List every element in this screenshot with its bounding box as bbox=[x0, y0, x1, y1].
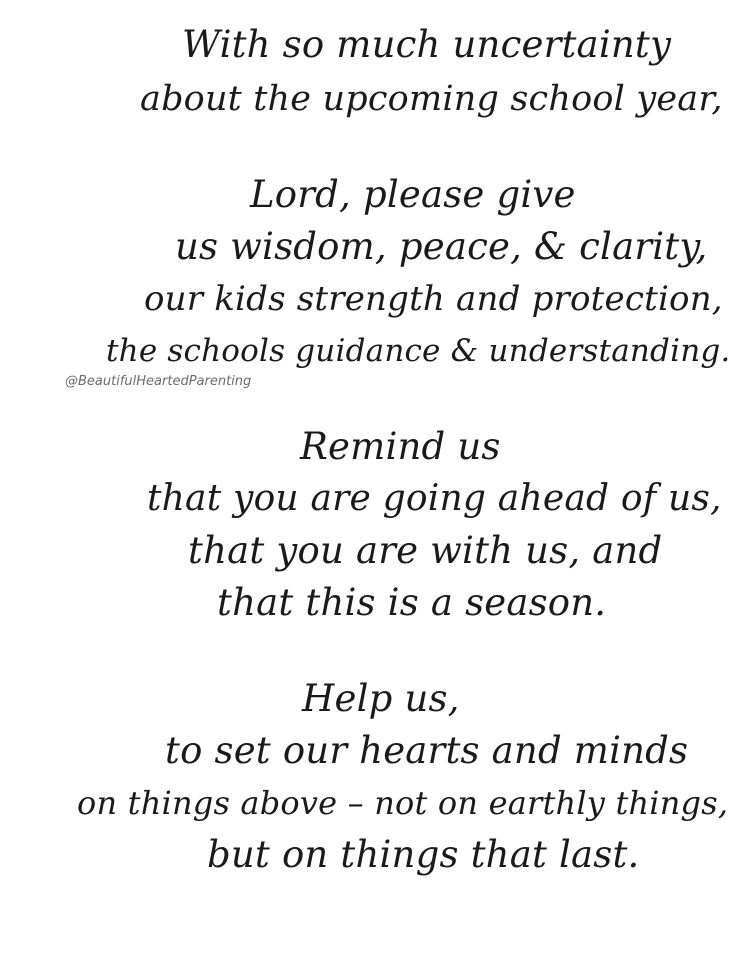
poem-line: With so much uncertainty bbox=[182, 23, 672, 66]
poem-line: to set our hearts and minds bbox=[165, 729, 689, 772]
poem-line: but on things that last. bbox=[207, 833, 640, 876]
poem-line: Lord, please give bbox=[250, 173, 576, 216]
poem-line: that this is a season. bbox=[217, 581, 607, 624]
poem-line: that you are with us, and bbox=[188, 529, 663, 572]
poem-line: Remind us bbox=[300, 425, 501, 468]
poem-line: that you are going ahead of us, bbox=[147, 478, 722, 519]
poem-line: the schools guidance & understanding. bbox=[106, 333, 731, 369]
poem-line: about the upcoming school year, bbox=[140, 79, 723, 119]
poem-line: our kids strength and protection, bbox=[144, 279, 723, 319]
poem-line: us wisdom, peace, & clarity, bbox=[175, 225, 708, 268]
poem-line: Help us, bbox=[302, 677, 460, 720]
poem-line: on things above – not on earthly things, bbox=[77, 784, 729, 822]
watermark-handle: @BeautifulHeartedParenting bbox=[65, 374, 252, 389]
